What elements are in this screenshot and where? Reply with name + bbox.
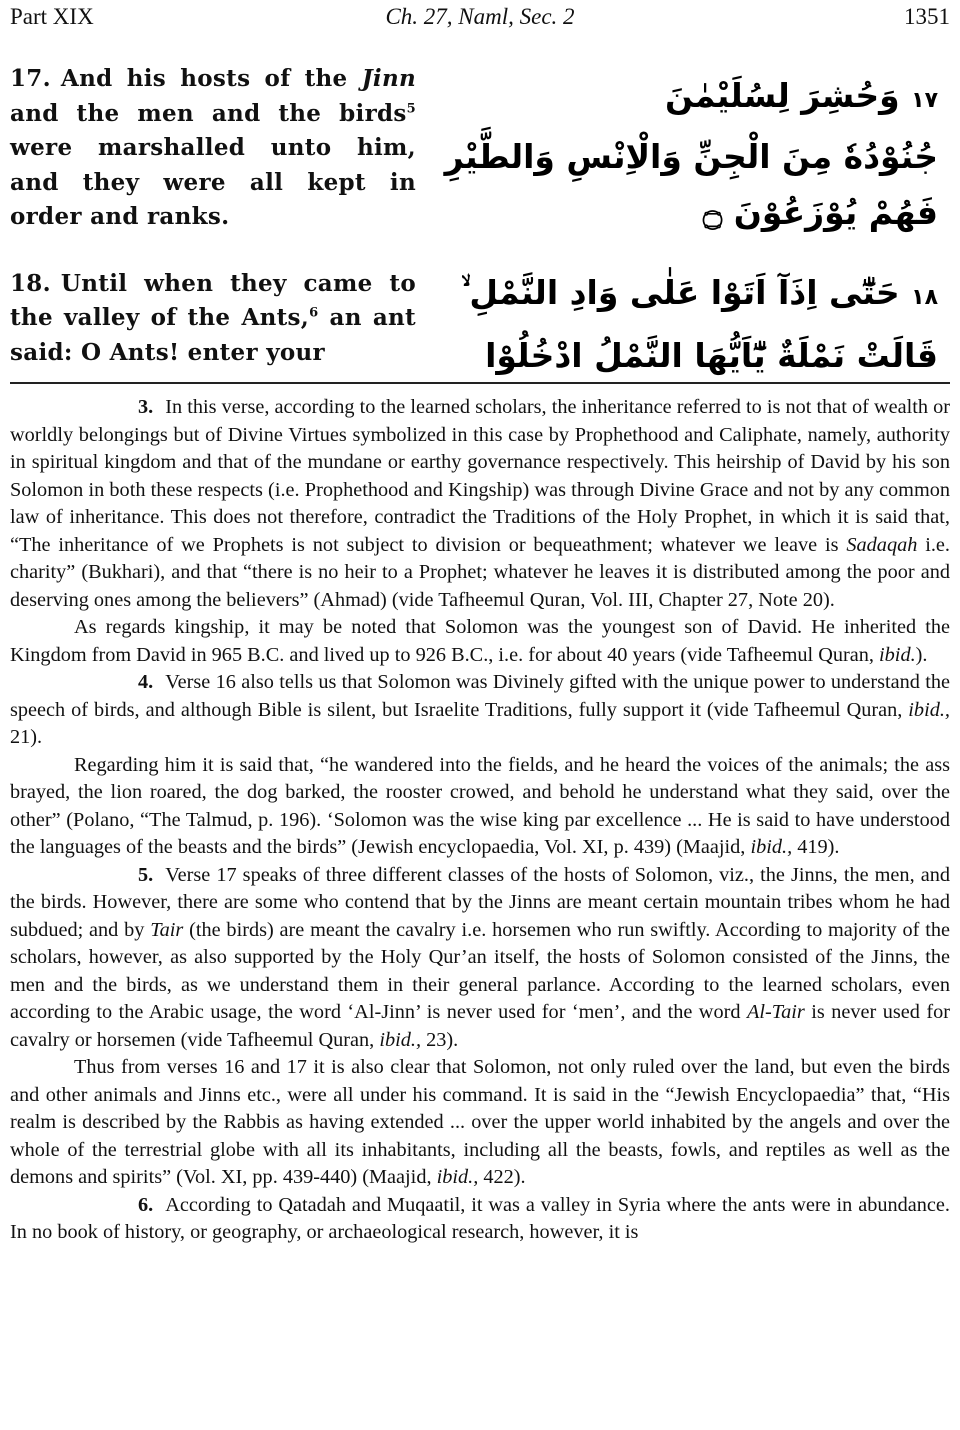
footnote-5: 5. Verse 17 speaks of three different classes of the hosts of Solomon, viz., the Jinns, the men, and the birds. However, there are some who contend that by the Jinns are meant certain mountain tribes whom he had subdued; and by Tair (the birds) are meant the cavalry i.e. horsemen who run swiftly. According to majority of the scholars, however, as also supported by the Holy Qur’an itself, the hosts of Solomon consisted of the Jinns, the men and the birds, as we understand them in their general parlance. According to the learned scholars, even according to the Arabic usage, the word ‘Al-Jinn’ is never used for ‘men’, and the word Al-Tair is never used for cavalry or horsemen (vide Tafheemul Quran, ibid., 23). bbox=[10, 863, 951, 1051]
verse-text: and the men and the birds bbox=[10, 99, 407, 127]
footnote-3: 3. In this verse, according to the learned scholars, the inheritance referred to is not that of wealth or worldly belongings but of Divine Virtues symbolized in this case by Prophethood and Caliphate, namely, authority in spiritual kingdom and that of the mundane or earthy governance respectively. This heirship of David by his son Solomon in both these respects (i.e. Prophethood and Kingship) was through Divine Grace and not by any common law of inheritance. This does not therefore, contradict the Traditions of the Holy Prophet, in which it is said that, “The inheritance of we Prophets is not subject to division or bequeathment; whatever we leave is Sadaqah i.e. charity” (Bukhari), and that “there is no heir to a Prophet; whatever he leaves it is distributed among the poor and deserving ones among the believers” (Ahmad) (vide Tafheemul Quran, Vol. III, Chapter 27, Note 20). bbox=[10, 396, 950, 611]
footnote-3-continued: As regards kingship, it may be noted that Solomon was the youngest son of David. He inherited the Kingdom from David in 965 B.C. and lived up to 926 B.C., i.e. for about 40 years (vide Tafheemul Quran, ibid.). bbox=[10, 616, 950, 666]
arabic-line: فَهُمْ يُوْزَعُوْنَ ۝ bbox=[702, 193, 938, 232]
verse-text: an ant said: O Ants! enter your bbox=[10, 304, 416, 366]
running-header bbox=[10, 4, 950, 34]
footnote-number: 3. bbox=[138, 396, 154, 418]
translation-column bbox=[10, 62, 416, 370]
verse-text: Until when they came to the valley of the Ants, bbox=[10, 269, 416, 331]
footnote-5-continued: Thus from verses 16 and 17 it is also clear that Solomon, not only ruled over the land, but even the birds and other animals and Jinns etc., were all under his command. It is said in the “Jewish Encyclopaedia” that, “His realm is described by the Rabbis as having extended ... over the upper world inhabited by the angels and over the whole of the terrestrial globe with all its inhabitants, including all the beasts, fowls, and reptiles as well as the demons and spirits” (Vol. XI, pp. 439-440) (Maajid, ibid., 422). bbox=[10, 1056, 950, 1188]
verse-18-translation bbox=[10, 267, 416, 371]
arabic-verse-number: ١٧ bbox=[911, 88, 938, 113]
part-label: Part XIX bbox=[10, 4, 94, 29]
chapter-title: Ch. 27, Naml, Sec. 2 bbox=[385, 4, 575, 29]
verse-number: 17. bbox=[10, 65, 51, 92]
footnote-number: 6. bbox=[138, 1193, 154, 1216]
footnote-number: 5. bbox=[138, 863, 154, 886]
footnotes bbox=[10, 394, 950, 1247]
footnote-divider bbox=[10, 382, 950, 384]
footnote-ref: 6 bbox=[309, 305, 319, 321]
arabic-line: ١٧ وَحُشِرَ لِسُلَيْمٰنَ bbox=[665, 76, 938, 115]
verse-17-translation bbox=[10, 62, 416, 235]
arabic-line: ١٨ حَتّٰٓى اِذَآ اَتَوْا عَلٰى وَادِ النَّمْلِ ۙ bbox=[461, 273, 938, 312]
arabic-verse-17 bbox=[445, 68, 938, 241]
page-number: 1351 bbox=[904, 4, 950, 29]
footnote-number: 4. bbox=[138, 671, 154, 693]
arabic-line: قَالَتْ نَمْلَةٌ يّٰٓاَيُّهَا النَّمْلُ ادْخُلُوْا bbox=[485, 336, 938, 375]
verse-number: 18. bbox=[10, 269, 51, 297]
footnote-4-continued: Regarding him it is said that, “he wandered into the fields, and he heard the voices of the animals; the ass brayed, the lion roared, the dog barked, the rooster crowed, and behold he understand what they said, over the other” (Polano, “The Talmud, p. 196). ‘Solomon was the wise king par excellence ... He is said to have understood the languages of the beasts and the birds” (Jewish encyclopaedia, Vol. XI, p. 439) (Maajid, ibid., 419). bbox=[10, 753, 950, 858]
arabic-verse-18 bbox=[461, 264, 938, 385]
footnote-ref: 5 bbox=[406, 100, 416, 116]
verse-text: And his hosts of the bbox=[60, 65, 362, 92]
verse-text-italic: Jinn bbox=[361, 65, 416, 92]
verse-text: were marshalled unto him, and they were all kept in order and ranks. bbox=[10, 134, 416, 230]
arabic-line: جُنُوْدُهٗ مِنَ الْجِنِّ وَالْاِنْسِ وَالطَّيْرِ bbox=[444, 137, 938, 176]
footnote-6: 6. According to Qatadah and Muqaatil, it was a valley in Syria where the ants were in abundance. In no book of history, or geography, or archaeological research, however, it is bbox=[10, 1193, 950, 1243]
footnote-4: 4. Verse 16 also tells us that Solomon was Divinely gifted with the unique power to understand the speech of birds, and although Bible is silent, but Israelite Traditions, fully support it (vide Tafheemul Quran, ibid., 21). bbox=[10, 671, 950, 748]
arabic-verse-number: ١٨ bbox=[911, 285, 938, 310]
